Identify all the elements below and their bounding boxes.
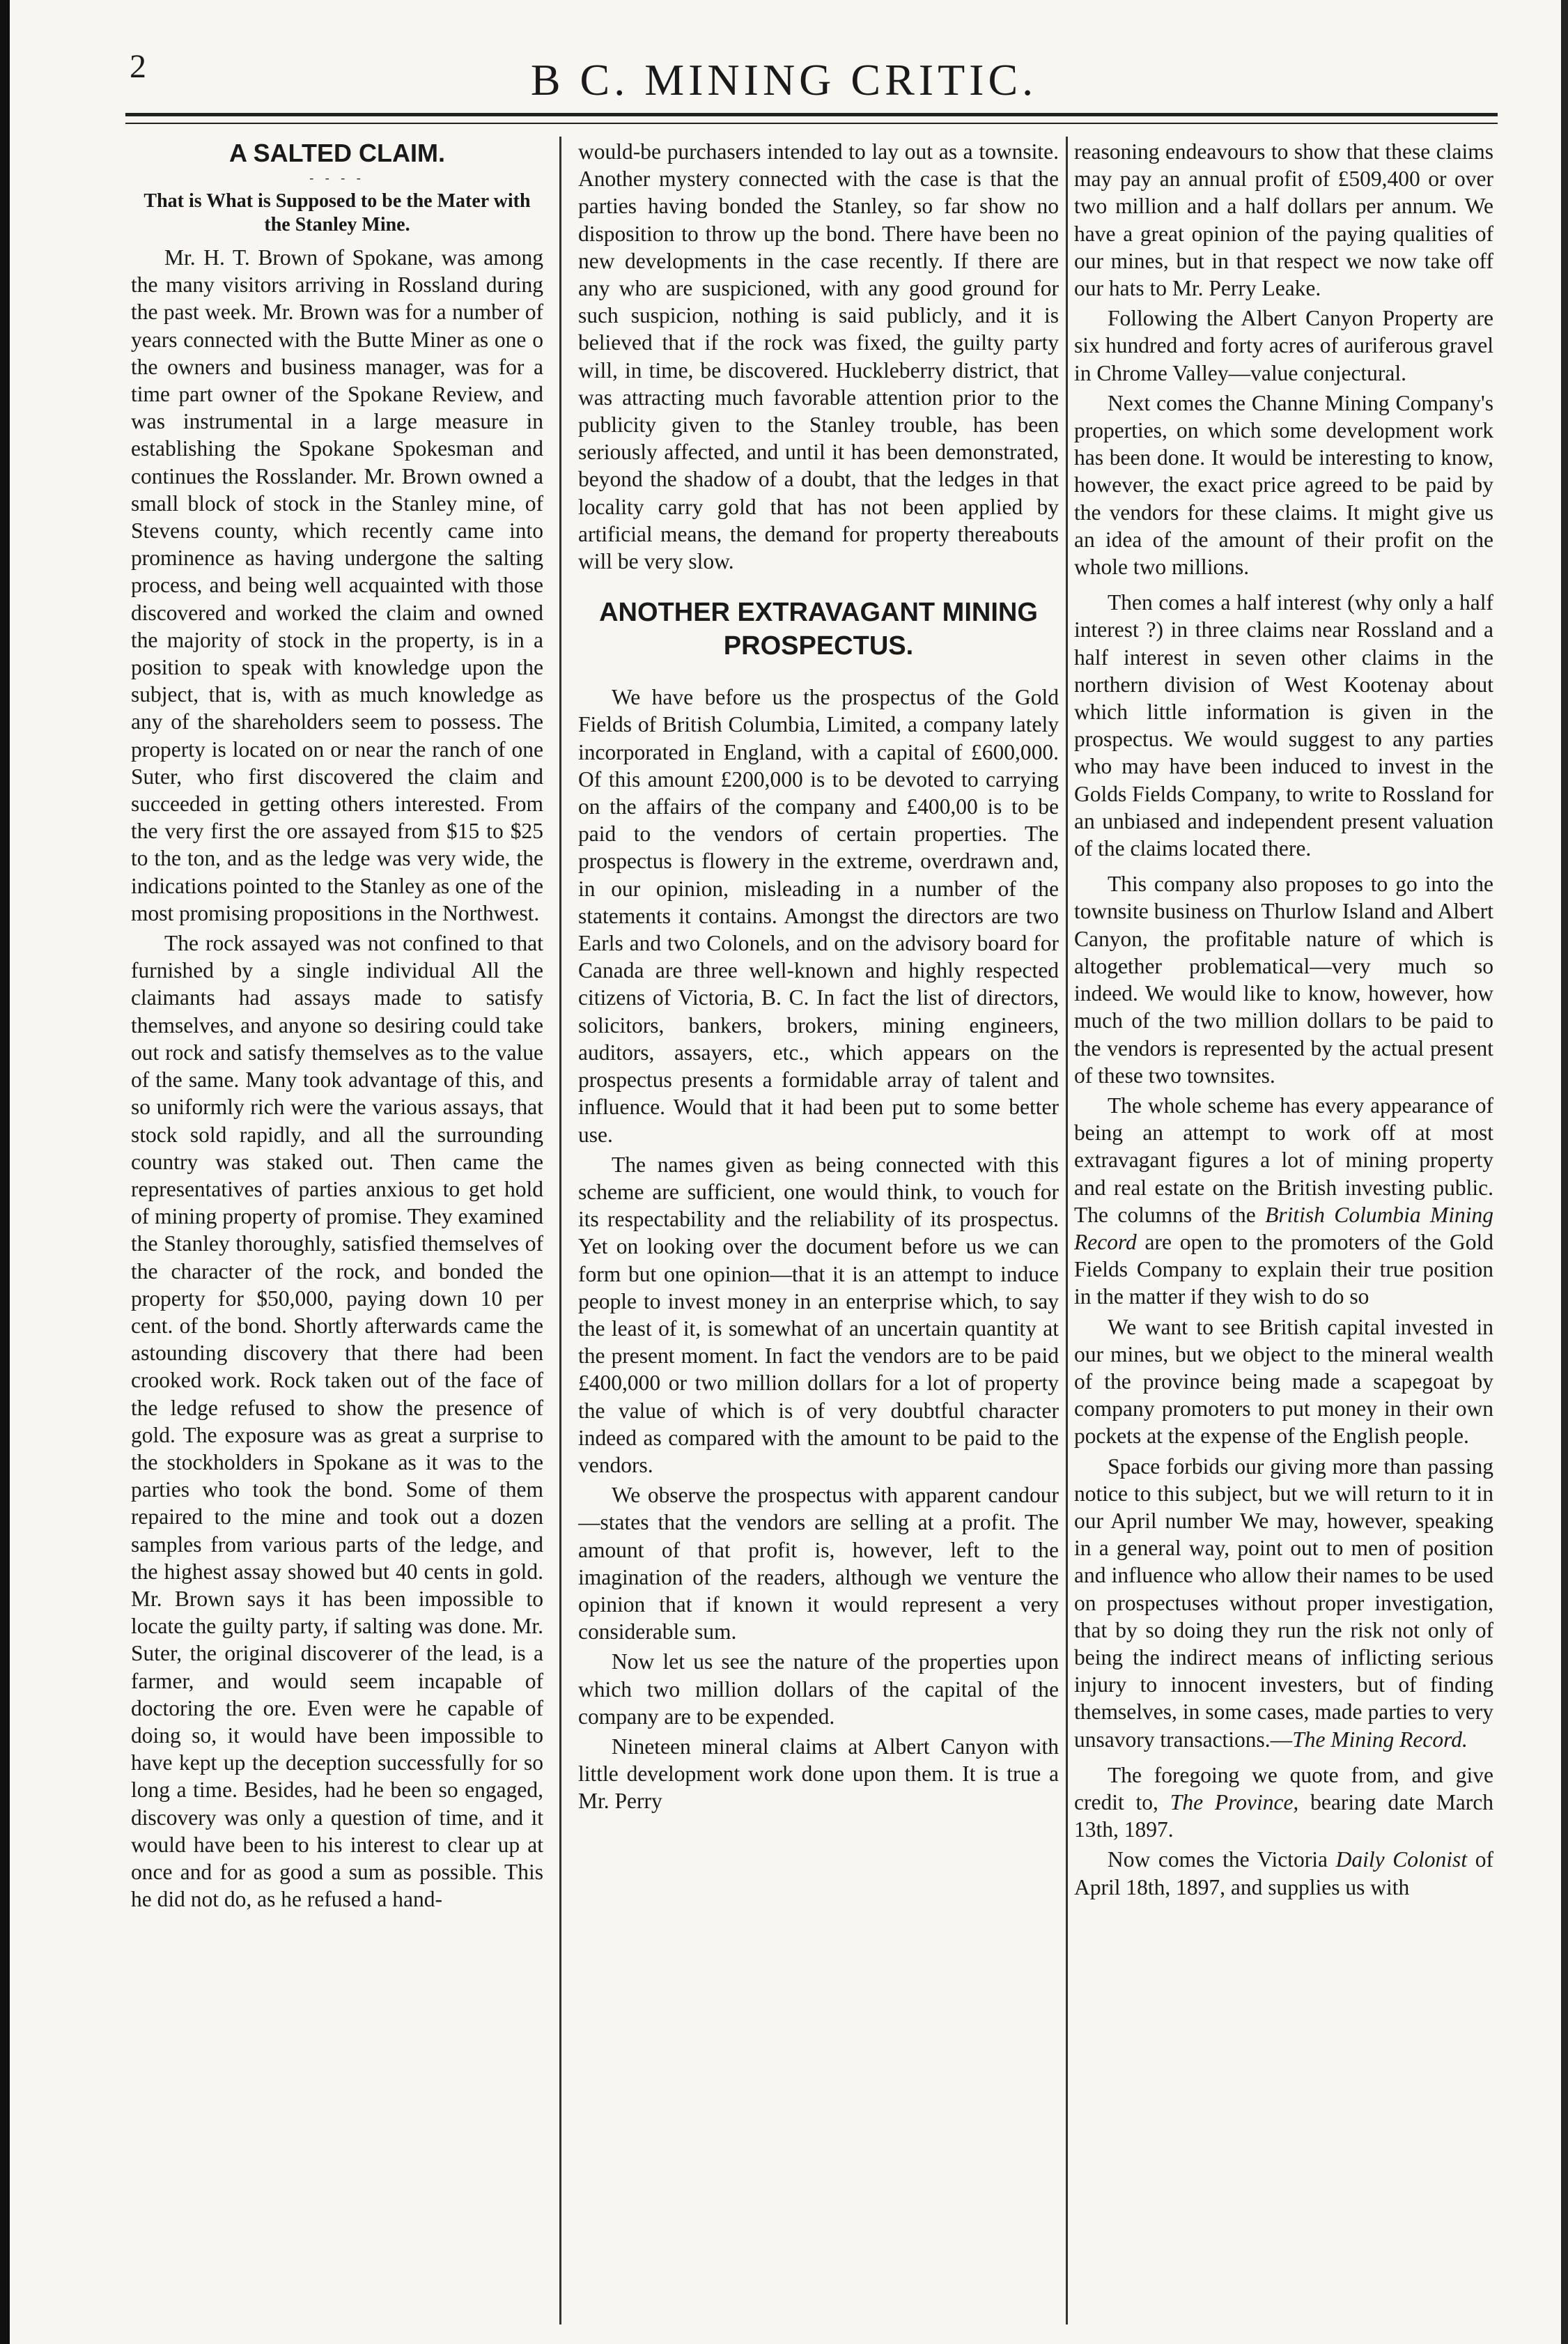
column-1 [131,138,543,2333]
article-paragraph: Then comes a half interest (why only a half interest ?) in three claims near Rossland and a half interest in seven other claims in the northern division of West Kootenay about which little information is given in the prospectus. We would suggest to any parties who may have been induced to invest in the Golds Fields Company, to write to Rossland for an unbiased and independent present valuation of the claims located there. [1074,590,1493,861]
article-paragraph: Next comes the Channe Mining Company's properties, on which some development work has been done. It would be interesting to know, however, the exact price agreed to be paid by the vendors for these claims. It might give us an idea of the amount of their profit on the whole two millions. [1074,390,1493,580]
article-paragraph: The rock assayed was not confined to that furnished by a single individual All the claimants had assays made to satisfy themselves, and anyone so desiring could take out rock and satisfy themselves as to the value of the same. Many took advantage of this, and so uniformly rich were the various assays, that stock sold rapidly, and all the surrounding country was staked out. Then came the representatives of parties anxious to get hold of mining property of promise. They examined the Stanley thoroughly, satisfied themselves of the character of the rock, and bonded the property for $50,000, paying down 10 per cent. of the bond. Shortly afterwards came the astounding discovery that there had been crooked work. Rock taken out of the face of the ledge refused to show the presence of gold. The exposure was as great a surprise to the stockholders in Spokane as it was to the parties who took the bond. Some of them repaired to the mine and took out a dozen samples from various parts of the ledge, and the highest assay showed but 40 cents in gold. Mr. Brown says it has been impossible to locate the guilty party, if salting was done. Mr. Suter, the original discoverer of the lead, is a farmer, and would seem incapable of doctoring the ore. Even were he capable of doing so, it would have been impossible to have kept up the deception successfully for so long a time. Besides, had he been so engaged, discovery was only a question of time, and it would have been to his interest to clear up at once and for as good a sum as possible. This he did not do, as he refused a hand- [131,931,543,1912]
column-rule-2 [1066,137,1068,2324]
text-run: Space forbids our giving more than passing notice to this subject, but we will return to it in our April number We may, however, speaking in a general way, point out to men of position and influence who allow their names to be used on prospectuses without proper investigation, that by so doing they run the risk not only of being the indirect means of inflicting serious injury to innocent investers, but of finding themselves, in some cases, made parties to very unsavory transactions.— [1074,1454,1493,1752]
scan-left-edge [0,0,10,2344]
italic-source-credit: The Mining Record. [1292,1727,1468,1752]
article-paragraph: This company also proposes to go into the townsite business on Thurlow Island and Albert Canyon, the profitable nature of which is altogether problematical—very much so indeed. We would like to know, however, how much of the two million dollars to be paid to the vendors is represented by the actual present of these two townsites. [1074,872,1493,1088]
column-rule-1 [559,137,561,2324]
text-run: The whole scheme has every appearance of being an attempt to work off at most extravagant figures a lot of mining property and real estate on the British investing public. The columns of the [1074,1093,1493,1227]
article-paragraph-continued: reasoning endeavours to show that these claims may pay an annual profit of £509,400 or over two million and a half dollars per annum. We have a great opinion of the paying qualities of our mines, but in that respect we now take off our hats to Mr. Perry Leake. [1074,139,1493,301]
article-paragraph: The names given as being connected with this scheme are sufficient, one would think, to vouch for its respectability and the reliability of its prospectus. Yet on looking over the document before us we can form but one opinion—that it is an attempt to induce people to invest money in an enterprise which, to say the least of it, is somewhat of an uncertain quantity at the present moment. In fact the vendors are to be paid £400,000 or two million dollars for a lot of property the value of which is of very doubtful character indeed as compared with the amount to be paid to the vendors. [578,1152,1059,1477]
text-run: bearing date March 13th, 1897. [1074,1789,1493,1842]
italic-publication-title: British Columbia Mining Record [1074,1202,1493,1254]
text-run: are open to the promoters of the Gold Fields Company to explain their true position in the matter if they wish to do so [1074,1229,1493,1309]
article-paragraph-continued: would-be purchasers intended to lay out as a townsite. Another mystery connected with the case is that the parties having bonded the Stanley, so far show no disposition to throw up the bond. There have been no new developments in the case recently. If there are any who are suspicioned, with any good ground for such suspicion, nothing is said publicly, and it is believed that if the rock was fixed, the guilty party will, in time, be discovered. Huckleberry district, that was attracting much favorable attention prior to the publicity given to the Stanley trouble, has been seriously affected, and until it has been demonstrated, beyond the shadow of a doubt, that the ledges in that locality carry gold that has not been applied by artificial means, the demand for property thereabouts will be very slow. [578,139,1059,574]
masthead-rule-thick [125,113,1498,116]
article-paragraph: Mr. H. T. Brown of Spokane, was among the many visitors arriving in Rossland during the past week. Mr. Brown was for a number of years connected with the Butte Miner as one o the owners and business manager, was for a time part owner of the Spokane Review, and was instrumental in a large measure in establishing the Spokane Spokesman and continues the Rosslander. Mr. Brown owned a small block of stock in the Stanley mine, of Stevens county, which recently came into prominence as having undergone the salting process, and being well acquainted with those discovered and worked the claim and owned the majority of stock in the property, is in a position to speak with knowledge upon the subject, that is, with as much knowledge as any of the shareholders seem to possess. The property is located on or near the ranch of one Suter, who first discovered the claim and succeeded in getting others interested. From the very first the ore assayed from $15 to $25 to the ton, and as the ledge was very wide, the indications pointed to the Stanley as one of the most promising propositions in the Northwest. [131,245,543,925]
article-paragraph: Following the Albert Canyon Property are six hundred and forty acres of auriferous gravel in Chrome Valley—value conjectural. [1074,306,1493,385]
italic-publication-title: The Province, [1170,1789,1299,1814]
column-3 [1074,138,1493,2333]
text-run: of April 18th, 1897, and supplies us with [1074,1847,1493,1899]
article-paragraph [1074,1761,1493,1844]
italic-publication-title: Daily Colonist [1335,1847,1468,1872]
article-paragraph: We want to see British capital invested in our mines, but we object to the mineral wealth of the province being made a scapegoat by company promoters to put money in their own pockets at the expense of the English people. [1074,1314,1493,1449]
article-paragraph [1074,1092,1493,1311]
page-number: 2 [130,48,146,85]
article-paragraph [1074,1453,1493,1753]
article-deck: That is What is Supposed to be the Mater with the Stanley Mine. [143,190,531,236]
article-paragraph [1074,1846,1493,1900]
headline-ornament: - - - - [309,171,365,185]
article-headline: ANOTHER EXTRAVAGANT MINING PROSPECTUS. [599,598,1038,661]
scan-right-edge [1561,0,1568,2344]
article-paragraph: We observe the prospectus with apparent candour—states that the vendors are selling at a profit. The amount of that profit is, however, left to the imagination of the readers, although we venture the opinion that if known it would represent a very considerable sum. [578,1483,1059,1644]
column-2 [578,138,1059,2333]
text-run: Now comes the Victoria [1108,1847,1336,1872]
masthead-rule-thin [125,123,1498,124]
article-paragraph: We have before us the prospectus of the Gold Fields of British Columbia, Limited, a company lately incorporated in England, with a capital of £600,000. Of this amount £200,000 is to be devoted to carrying on the affairs of the company and £400,00 is to be paid to the vendors of certain properties. The prospectus is flowery in the extreme, overdrawn and, in our opinion, misleading in a number of the statements it contains. Amongst the directors are two Earls and two Colonels, and on the advisory board for Canada are three well-known and highly respected citizens of Victoria, B. C. In fact the list of directors, solicitors, bankers, brokers, mining engineers, auditors, assayers, etc., which appears on the prospectus presents a formidable array of talent and influence. Would that it had been put to some better use. [578,685,1059,1147]
article-paragraph: Nineteen mineral claims at Albert Canyon with little development work done upon them. It is true a Mr. Perry [578,1734,1059,1814]
text-run: The foregoing we quote from, and give credit to, [1074,1762,1493,1814]
masthead-title: B C. MINING CRITIC. [530,55,1038,105]
article-paragraph: Now let us see the nature of the properties upon which two million dollars of the capital of the company are to be expended. [578,1649,1059,1729]
article-headline: A SALTED CLAIM. [229,139,445,167]
